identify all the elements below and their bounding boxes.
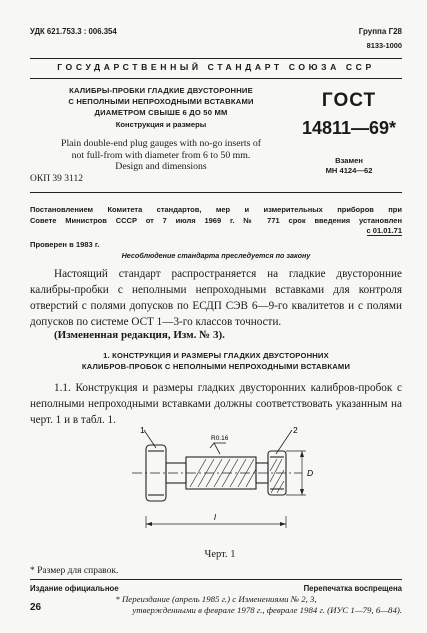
- banner-rule: [30, 78, 402, 79]
- replaces-value: МН 4124—62: [325, 166, 373, 175]
- decree-line2: Совете Министров СССР от 7 июля 1969 г. № 771 срок введения установлен: [30, 215, 402, 225]
- udk-code: УДК 621.753.3 : 006.354: [30, 27, 117, 36]
- top-rule: [30, 58, 402, 59]
- title-en-line2: not full-from with diameter from 6 to 50 mm.: [71, 149, 251, 161]
- callout-2: 2: [293, 425, 298, 435]
- gauge-drawing: [110, 424, 330, 542]
- title-en-line3: Design and dimensions: [115, 161, 207, 172]
- reissue-note-line2: утвержденными в феврале 1978 г., феврале 1984 г. (ИУС 1—79, 6—84).: [132, 605, 402, 615]
- title-block: [30, 85, 292, 131]
- size-footnote: * Размер для справок.: [30, 566, 119, 576]
- gost-number: 14811—69*: [301, 118, 397, 138]
- title-en-line1: Plain double-end plug gauges with no-go inserts of: [61, 138, 261, 149]
- decree-date: с 01.01.71: [366, 226, 402, 235]
- gost-label: ГОСТ: [321, 90, 377, 111]
- okp-code: ОКП 39 3112: [30, 174, 83, 184]
- scope-paragraph: Настоящий стандарт распространяется на гладкие двусторонние калибры-пробки с неполными непроходными вставками для контроля отверстий с полями допусков по ЕСДП СЭВ 6—9-го квалитетов и с полями допусков по системе ОСТ 1—3-го классов точности.: [30, 268, 402, 328]
- title-ru-line1: КАЛИБРЫ-ПРОБКИ ГЛАДКИЕ ДВУСТОРОННИЕ: [69, 86, 253, 95]
- title-ru-subtitle: Конструкция и размеры: [115, 120, 207, 129]
- section-heading-line1: 1. КОНСТРУКЦИЯ И РАЗМЕРЫ ГЛАДКИХ ДВУСТОРОННИХ: [103, 351, 329, 360]
- title-ru-line3: ДИАМЕТРОМ СВЫШЕ 6 ДО 50 ММ: [94, 108, 228, 117]
- checked-year: Проверен в 1983 г.: [30, 240, 100, 249]
- decree-line1: Постановлением Комитета стандартов, мер и измерительных приборов при: [30, 205, 402, 214]
- dim-length-label: l: [214, 512, 216, 522]
- official-edition: Издание официальное: [30, 584, 119, 593]
- group-code: Группа Г28: [358, 27, 402, 36]
- revision-note: (Измененная редакция, Изм. № 3).: [54, 329, 225, 341]
- section-heading: [30, 350, 402, 372]
- decree-block: [30, 205, 402, 237]
- section-heading-line2: КАЛИБРОВ-ПРОБОК С НЕПОЛНЫМИ НЕПРОХОДНЫМИ ВСТАВКАМИ: [81, 362, 351, 371]
- classifier-code: 8133-1000: [366, 41, 402, 50]
- decree-rule: [30, 192, 402, 193]
- reissue-note: [30, 594, 402, 616]
- title-en-block: [30, 138, 292, 173]
- page-number: 26: [30, 602, 42, 613]
- footer-rule: [30, 579, 402, 580]
- clause-1-1: [30, 380, 402, 428]
- intro-paragraph: [30, 266, 402, 330]
- dim-diameter-label: D: [307, 468, 314, 478]
- roughness-label: R0.16: [211, 435, 229, 442]
- reissue-note-line1: * Переиздание (апрель 1985 г.) с Изменениями № 2, 3,: [115, 594, 317, 604]
- state-banner: ГОСУДАРСТВЕННЫЙ СТАНДАРТ СОЮЗА ССР: [57, 62, 375, 72]
- clause-1-1-text: 1.1. Конструкция и размеры гладких двусторонних калибров-пробок с неполными непроходными вставками должны соответствовать указанным на черт. 1 и в табл. 1.: [30, 382, 402, 426]
- title-ru-line2: С НЕПОЛНЫМИ НЕПРОХОДНЫМИ ВСТАВКАМИ: [68, 97, 254, 106]
- law-notice: Несоблюдение стандарта преследуется по закону: [121, 251, 311, 260]
- reprint-notice: Перепечатка воспрещена: [303, 584, 402, 593]
- replaces-label: Взамен: [335, 156, 363, 165]
- figure-caption: Черт. 1: [204, 549, 236, 560]
- callout-1: 1: [140, 425, 145, 435]
